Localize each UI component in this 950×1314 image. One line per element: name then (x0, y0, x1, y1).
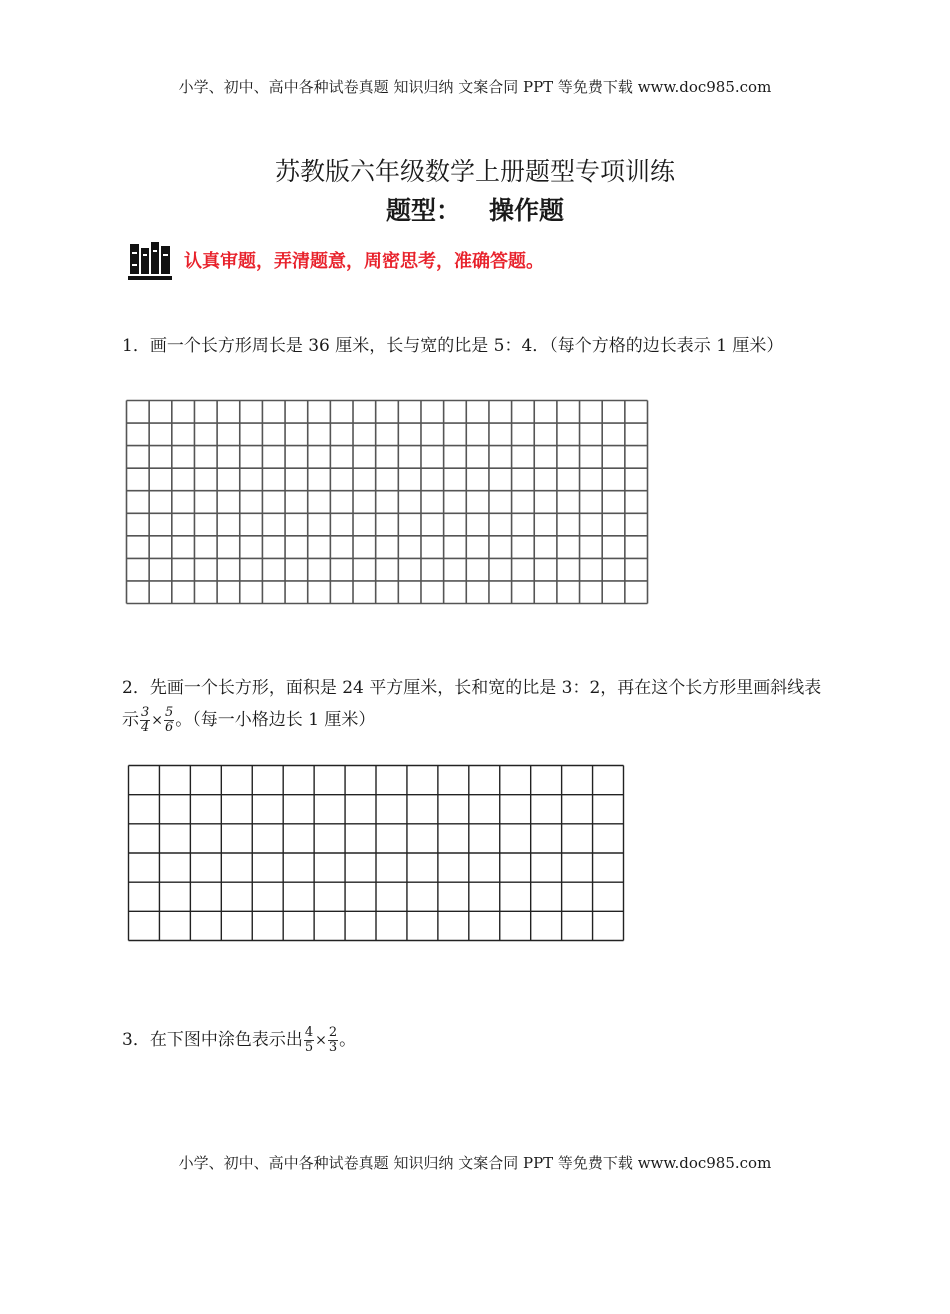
fraction-denominator: 6 (165, 720, 174, 735)
question-1-number: 1． (122, 336, 150, 356)
page-subtitle (0, 191, 950, 227)
subtitle-label: 题型： (385, 196, 461, 225)
question-3-text-after: 。 (339, 1030, 357, 1050)
fraction-numerator: 3 (141, 705, 150, 720)
question-2-number: 2． (122, 678, 150, 698)
grid-question-1[interactable] (125, 399, 649, 605)
question-3-number: 3． (122, 1030, 150, 1050)
fraction-numerator: 2 (328, 1025, 338, 1040)
question-2 (122, 672, 834, 737)
subtitle-value: 操作题 (489, 196, 565, 225)
question-3-fraction-1 (304, 1026, 314, 1055)
fraction-denominator: 4 (141, 720, 150, 735)
question-1-text: 画一个长方形周长是 36 厘米，长与宽的比是 5：4．（每个方格的边长表示 1 厘米） (149, 336, 784, 356)
question-2-text-after: 。（每一小格边长 1 厘米） (175, 710, 376, 730)
grid-question-2[interactable] (127, 764, 625, 942)
motto-text: 认真审题，弄清题意，周密思考，准确答题。 (184, 251, 544, 272)
question-2-text-before: 先画一个长方形，面积是 24 平方厘米，长和宽的比是 3：2，再在这个长方形里画斜线表示 (122, 678, 822, 730)
question-3-fraction-2 (328, 1026, 338, 1055)
fraction-denominator: 3 (328, 1040, 338, 1055)
question-1 (122, 330, 834, 362)
multiply-sign: × (315, 1032, 327, 1049)
books-icon (128, 238, 176, 282)
question-2-fraction-2 (164, 706, 174, 735)
question-3 (122, 1024, 834, 1057)
fraction-numerator: 5 (165, 705, 174, 720)
page-footer: 小学、初中、高中各种试卷真题 知识归纳 文案合同 PPT 等免费下载 www.doc985.com (178, 1154, 772, 1172)
motto-row (128, 238, 544, 282)
multiply-sign: × (151, 712, 164, 729)
page-title: 苏教版六年级数学上册题型专项训练 (274, 157, 675, 186)
question-3-text-before: 在下图中涂色表示出 (149, 1030, 303, 1050)
question-2-fraction-1 (140, 706, 150, 735)
page-header: 小学、初中、高中各种试卷真题 知识归纳 文案合同 PPT 等免费下载 www.doc985.com (178, 78, 772, 96)
fraction-denominator: 5 (304, 1040, 314, 1055)
fraction-numerator: 4 (304, 1025, 314, 1040)
